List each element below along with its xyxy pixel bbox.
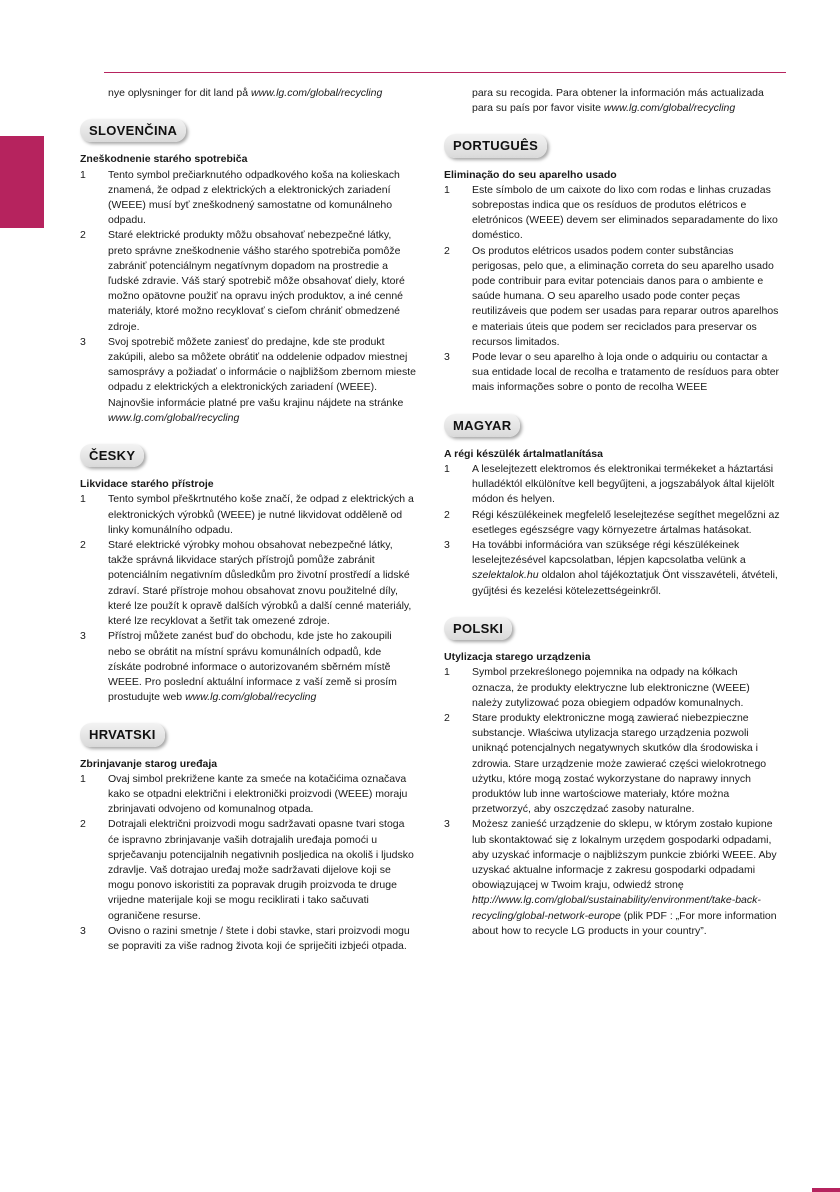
section-heading: A régi készülék ártalmatlanítása <box>444 447 603 460</box>
list-item: 1 Symbol przekreślonego pojemnika na odpady na kółkach oznacza, że produkty elektryczne lub elektroniczne (WEEE) należy zutylizować poza obiegiem odpadów komunalnych. <box>444 666 750 709</box>
recycling-link[interactable]: www.lg.com/global/recycling <box>251 87 383 99</box>
section-heading: Likvidace starého přístroje <box>80 478 214 491</box>
section-polski <box>444 617 780 939</box>
section-heading: Eliminação do seu aparelho usado <box>444 168 617 181</box>
language-badge: PORTUGUÊS <box>444 134 547 157</box>
list-item: 2 Régi készülékeinek megfelelő leselejtezése segíthet megelőzni az esetleges egészségre vagy környezetre ártalmas hatásokat. <box>444 508 780 536</box>
recycling-link[interactable]: www.lg.com/global/recycling <box>603 102 736 115</box>
language-badge: SLOVENČINA <box>80 119 186 142</box>
szelektalok-link[interactable]: szelektalok.hu <box>472 569 539 582</box>
language-badge: POLSKI <box>444 617 512 640</box>
list-item: 3 Pode levar o seu aparelho à loja onde o adquiriu ou contactar a sua entidade local de recolha e tratamento de resíduos para obter mais informações sobre o ponto de recolha WEEE <box>444 351 780 394</box>
list-item: 1 Este símbolo de um caixote do lixo com rodas e linhas cruzadas sobrepostas indica que os resíduos de produtos elétricos e eletrónicos (WEEE) devem ser eliminados separadamente do lixo doméstico. <box>444 183 778 242</box>
section-portugues <box>444 134 780 395</box>
list-item: 3 Możesz zanieść urządzenie do sklepu, w którym zostało kupione lub skontaktować się z lokalnym urzędem gospodarki odpadami, aby uzyskać informacje o najbliższym punkcie zbiórki WEEE. Aby uzyskać aktualne informacje z zakresu gospodarki odpadami obowiązującej w Twoim kraju, odwiedź stronę http://www.lg.com/global/sustainability/environment/take-back-recycling/global-network-europe (plik PDF : „For more information about how to recycle LG products in your country”. <box>444 818 777 937</box>
language-badge: ČESKY <box>80 444 144 467</box>
recycling-link[interactable]: www.lg.com/global/recycling <box>185 691 317 704</box>
carry-over-text: para su recogida. Para obtener la información más actualizada para su país por favor visite www.lg.com/global/recycling <box>472 87 764 115</box>
global-network-link[interactable]: http://www.lg.com/global/sustainability/environment/take-back-recycling/global-network-europe <box>472 894 761 922</box>
list-item: 1 Tento symbol přeškrtnutého koše značí, že odpad z elektrických a elektronických výrobků (WEEE) je nutné likvidovat odděleně od linky komunálního odpadu. <box>80 493 414 536</box>
list-item: 2 Os produtos elétricos usados podem conter substâncias perigosas, pelo que, a eliminação correta do seu aparelho usado pode contribuir para evitar potenciais danos para o ambiente e saúde humana. O seu aparelho usado pode conter peças reutilizáveis que podem ser usadas para reparar outros aparelhos e materiais úteis que podem ser reciclados para preservar os recursos limitados. <box>444 244 779 348</box>
carry-over-text: nye oplysninger for dit land på www.lg.com/global/recycling <box>108 87 383 99</box>
language-badge: HRVATSKI <box>80 723 165 746</box>
list-item: 3 Přístroj můžete zanést buď do obchodu, kde jste ho zakoupili nebo se obrátit na místní správu komunálních odpadů, kde získáte podrobné informace o autorizovaném sběrném místě WEEE. Pro poslední aktuální informace z vaší země si prosím prostudujte web www.lg.com/global/recycling <box>80 630 397 704</box>
section-heading: Zbrinjavanje starog uređaja <box>80 757 218 770</box>
list-item: 2 Dotrajali električni proizvodi mogu sadržavati opasne tvari stoga će ispravno zbrinjavanje vaših dotrajalih uređaja pomoći u sprječavanju potencijalnih negativnih posljedica na okoliš i ljudsko zdravlje. Vaš dotrajao uređaj može sadržavati dijelove koji se mogu ponovo iskoristiti za popravak drugih proizvoda te druge vrijedne materijale koji se mogu reciklirati i tako sačuvati ograničene resurse. <box>80 818 414 922</box>
right-column <box>444 86 780 939</box>
section-heading: Zneškodnenie starého spotrebiča <box>80 153 248 166</box>
header-rule <box>104 72 786 73</box>
language-badge: MAGYAR <box>444 414 520 437</box>
list-item: 1 Tento symbol prečiarknutého odpadkového koša na kolieskach znamená, že odpad z elektrických a elektronických zariadení (WEEE) musí byť zneškodnený samostatne od komunálneho odpadu. <box>80 168 400 227</box>
list-item: 1 A leselejtezett elektromos és elektronikai termékeket a háztartási hulladéktól elkülönítve kell begyűjteni, a jogszabályok által kijelölt módon és helyen. <box>444 463 775 506</box>
list-item: 3 Svoj spotrebič môžete zaniesť do predajne, kde ste produkt zakúpili, alebo sa môžete obrátiť na oddelenie odpadov miestnej samosprávy a požiadať o informácie o najbližšom zbernom mieste odpadu z elektrických a elektronických zariadení (WEEE). Najnovšie informácie platné pre vašu krajinu nájdete na stránke www.lg.com/global/recycling <box>80 335 416 424</box>
list-item: 3 Ovisno o razini smetnje / štete i dobi stavke, stari proizvodi mogu se popraviti za više radnog života koji će spriječiti izbjeći otpada. <box>80 924 410 952</box>
section-magyar <box>444 414 780 599</box>
list-item: 2 Staré elektrické výrobky mohou obsahovat nebezpečné látky, takže správná likvidace starých přístrojů pomůže zabránit potenciálním negativním důsledkům pro životní prostředí a lidské zdraví. Staré přístroje mohou obsahovat znovu použitelné díly, které lze použít k opravě dalších výrobků a další cenné materiály, které lze recyklovat a šetřit tak omezené zdroje. <box>80 539 412 628</box>
side-tab-marker <box>0 136 44 228</box>
list-item: 2 Staré elektrické produkty môžu obsahovať nebezpečné látky, preto správne zneškodnenie vášho starého spotrebiča pomôže zabrániť potenciálnym negatívnym dopadom na prostredie a ľudské zdravie. Váš starý spotrebič môže obsahovať diely, ktoré možno opätovne použiť na opravu iných produktov, a iné cenné materiály, ktoré možno recyklovať s cieľom chrániť obmedzené zdroje. <box>80 229 405 333</box>
section-hrvatski <box>80 723 416 954</box>
recycling-link[interactable]: www.lg.com/global/recycling <box>108 411 240 424</box>
section-cesky <box>80 444 416 705</box>
section-heading: Utylizacja starego urządzenia <box>444 651 591 664</box>
left-column <box>80 86 416 954</box>
section-slovencina <box>80 119 416 426</box>
list-item: 1 Ovaj simbol prekrižene kante za smeće na kotačićima označava kako se otpadni električni i elektronički proizvodi (WEEE) moraju zbrinjavati odvojeno od komunalnog otpada. <box>80 772 408 816</box>
bottom-corner-marker <box>812 1188 840 1192</box>
list-item: 3 Ha további információra van szüksége régi készülékeinek leselejtezésével kapcsolatban, lépjen kapcsolatba velünk a szelektalok.hu oldalon ahol tájékoztatjuk Önt visszavételi, átvételi, gyűjtési és kezelési kötelezettségeinkről. <box>444 539 778 597</box>
list-item: 2 Stare produkty elektroniczne mogą zawierać niebezpieczne substancje. Właściwa utylizacja starego urządzenia pozwoli uniknąć potencjalnych negatywnych skutków dla środowiska i zdrowia. Stare urządzenie może zawierać części wielokrotnego użytku, które mogą zostać wykorzystane do naprawy innych produktów lub inne wartościowe materiały, które można przetworzyć, aby oszczędzać zasoby naturalne. <box>444 711 767 816</box>
